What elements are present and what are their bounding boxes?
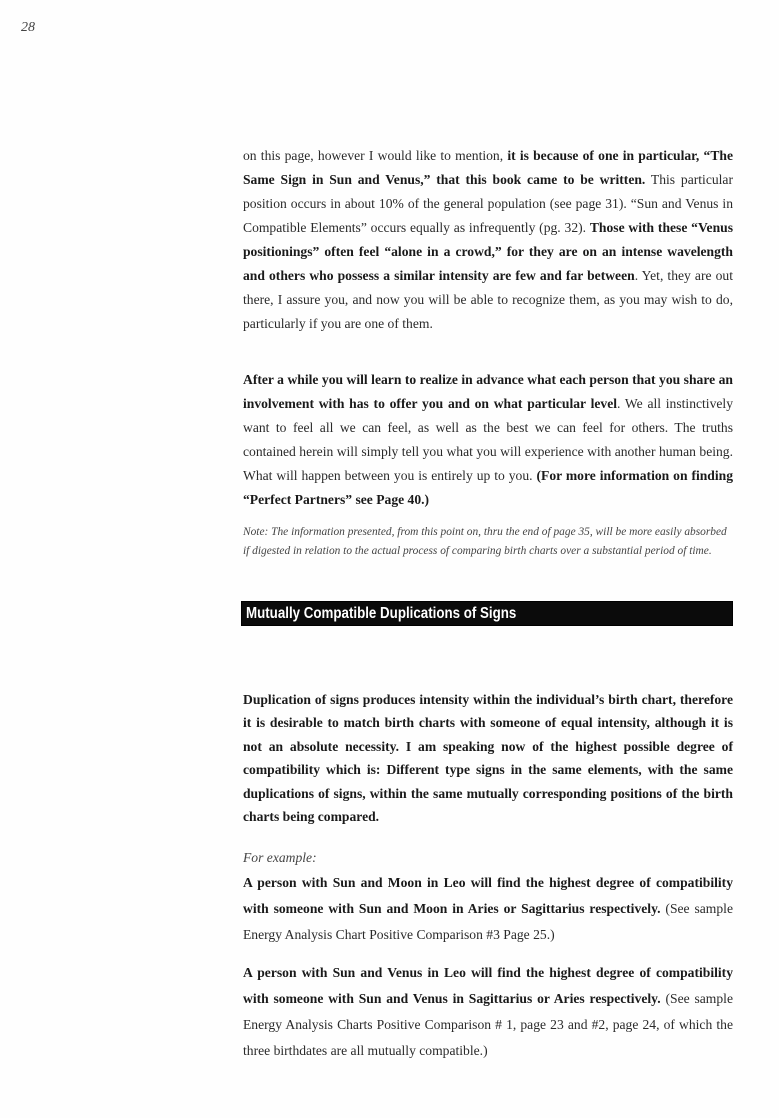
example2-text: (See sample Energy Analysis Charts Positive Comparison # 1, page 23 and #2, page 24, of which the three birthdates are all mutually compatible.) (243, 991, 733, 1058)
example1-bold: A person with Sun and Moon in Leo will find the highest degree of compatibility with someone with Sun and Moon in Aries or Sagittarius respectively. (243, 875, 733, 916)
example2-bold: A person with Sun and Venus in Leo will find the highest degree of compatibility with someone with Sun and Venus in Sagittarius or Aries respectively. (243, 965, 733, 1006)
example-sun-venus-leo (243, 960, 733, 1064)
paragraph-learn-in-advance (243, 368, 733, 512)
italic-note: Note: The information presented, from this point on, thru the end of page 35, will be more easily absorbed if digested in relation to the actual process of comparing birth charts over a substantial period of time. (243, 526, 727, 557)
section-heading: Mutually Compatible Duplications of Signs (246, 605, 517, 622)
para1-bold-2: Those with these “Venus positionings” often feel “alone in a crowd,” for they are on an intense wavelength and others who possess a similar intensity are few and far between (243, 220, 733, 283)
example-sun-moon-leo (243, 870, 733, 948)
section-heading-bar (241, 601, 733, 626)
para2-bold-2: (For more information on finding “Perfect Partners” see Page 40.) (243, 468, 733, 507)
page-number: 28 (21, 20, 35, 35)
paragraph-venus-positionings (243, 144, 733, 336)
para1-text-2: This particular position occurs in about 10% of the general population (see page 31). “Sun and Venus in Compatible Elements” occurs equally as infrequently (pg. 32). (243, 172, 733, 235)
para1-text-3: . Yet, they are out there, I assure you, and now you will be able to recognize them, as you may wish to do, particularly if you are one of them. (243, 268, 733, 331)
para1-bold-1: it is because of one in particular, “The Same Sign in Sun and Venus,” that this book came to be written. (243, 148, 733, 187)
para2-bold-1: After a while you will learn to realize in advance what each person that you share an involvement with has to offer you and on what particular level (243, 372, 733, 411)
example-label: For example: (243, 850, 317, 865)
example1-text: (See sample Energy Analysis Chart Positive Comparison #3 Page 25.) (243, 901, 733, 942)
para1-text-1: on this page, however I would like to mention, (243, 148, 508, 163)
para2-text-1: . We all instinctively want to feel all we can feel, as well as the best we can feel for others. The truths contained herein will simply tell you what you will experience with another human being. What will happen between you is entirely up to you. (243, 396, 733, 483)
paragraph-duplication-of-signs: Duplication of signs produces intensity within the individual’s birth chart, therefore it is desirable to match birth charts with someone of equal intensity, although it is not an absolute necessity. I am speaking now of the highest possible degree of compatibility which is: Different type signs in the same elements, with the same duplications of signs, within the same mutually corresponding positions of the birth charts being compared. (243, 692, 733, 825)
